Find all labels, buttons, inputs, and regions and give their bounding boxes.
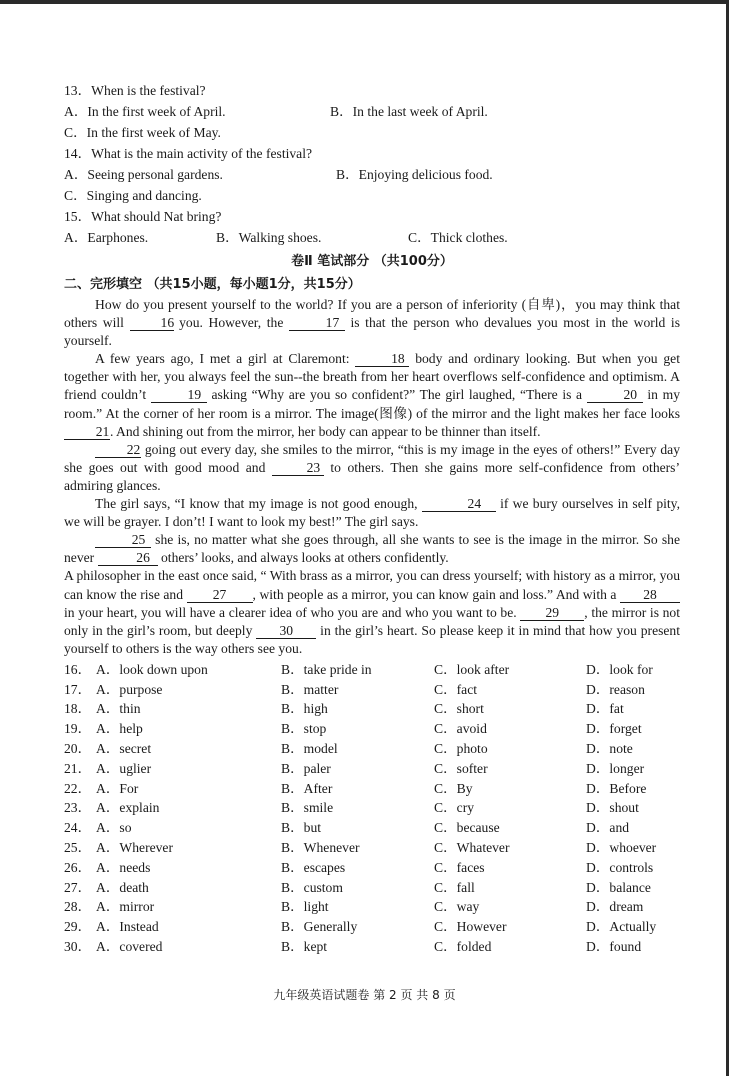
- answer-options-table: [64, 660, 680, 957]
- question-number: 27．: [64, 879, 92, 895]
- option-13-a: A．In the first week of April.: [64, 104, 226, 119]
- answer-row: [64, 897, 680, 917]
- option-a: A．explain: [96, 800, 160, 816]
- blank-18: 18: [355, 351, 409, 367]
- answer-row: [64, 878, 680, 898]
- answer-row: [64, 739, 680, 759]
- option-a: A．For: [96, 780, 139, 796]
- option-a: A．uglier: [96, 760, 152, 776]
- blank-28: 28: [620, 587, 680, 603]
- option-b: B．Generally: [281, 919, 358, 935]
- option-c: C．fall: [434, 879, 475, 895]
- exam-page: [64, 80, 680, 957]
- option-13-c: C．In the first week of May.: [64, 125, 221, 140]
- paragraph-3: 22 going out every day, she smiles to the mirror, “this is my image in the eyes of others!” Every day she goes out with good mood and 23 to others. Then she gains more self-confidence from others’ admiring glances.: [64, 441, 680, 493]
- answer-row: [64, 660, 680, 680]
- paragraph-5: 25 she is, no matter what she goes through, all she wants to see is the image in the mirror. So she never 26 others’ looks, and always looks at others confidently.: [64, 532, 680, 566]
- blank-27: 27: [187, 587, 253, 603]
- option-a: A．needs: [96, 859, 151, 875]
- blank-16: 16: [130, 315, 174, 331]
- option-d: D．shout: [586, 800, 639, 816]
- option-b: B．model: [281, 741, 338, 757]
- option-15-c: C．Thick clothes.: [408, 230, 508, 245]
- option-a: A．Wherever: [96, 840, 173, 856]
- question-number: 25．: [64, 840, 92, 856]
- answer-row: [64, 759, 680, 779]
- option-a: A．purpose: [96, 681, 163, 697]
- option-d: D．look for: [586, 661, 653, 677]
- question-number: 29．: [64, 919, 92, 935]
- question-number: 30．: [64, 939, 92, 955]
- option-d: D．Actually: [586, 919, 657, 935]
- option-b: B．kept: [281, 939, 328, 955]
- blank-29: 29: [520, 605, 584, 621]
- blank-24: 24: [422, 496, 496, 512]
- option-c: C．By: [434, 780, 473, 796]
- question-number: 21．: [64, 760, 92, 776]
- option-d: D．Before: [586, 780, 647, 796]
- option-b: B．After: [281, 780, 333, 796]
- option-b: B．high: [281, 701, 328, 717]
- option-d: D．balance: [586, 879, 651, 895]
- option-d: D．forget: [586, 721, 642, 737]
- question-number: 16．: [64, 661, 92, 677]
- option-d: D．longer: [586, 760, 645, 776]
- cloze-passage: [64, 296, 680, 658]
- option-d: D．reason: [586, 681, 645, 697]
- question-number: 23．: [64, 800, 92, 816]
- option-a: A．help: [96, 721, 143, 737]
- option-c: C．because: [434, 820, 500, 836]
- question-14-options-row2: [64, 185, 680, 206]
- question-number: 26．: [64, 859, 92, 875]
- answer-row: [64, 917, 680, 937]
- option-d: D．whoever: [586, 840, 657, 856]
- answer-row: [64, 937, 680, 957]
- option-d: D．dream: [586, 899, 644, 915]
- option-a: A．covered: [96, 939, 163, 955]
- blank-19: 19: [151, 387, 207, 403]
- option-c: C．However: [434, 919, 507, 935]
- answer-row: [64, 838, 680, 858]
- option-a: A．mirror: [96, 899, 155, 915]
- option-15-a: A．Earphones.: [64, 230, 149, 245]
- question-number: 24．: [64, 820, 92, 836]
- blank-22: 22: [95, 442, 141, 458]
- answer-row: [64, 719, 680, 739]
- option-14-a: A．Seeing personal gardens.: [64, 167, 223, 182]
- option-14-c: C．Singing and dancing.: [64, 188, 202, 203]
- question-13-options-row1: [64, 101, 680, 122]
- option-a: A．death: [96, 879, 149, 895]
- option-d: D．fat: [586, 701, 624, 717]
- option-b: B．escapes: [281, 859, 346, 875]
- question-number: 19．: [64, 721, 92, 737]
- question-number: 18．: [64, 701, 92, 717]
- option-c: C．fact: [434, 681, 478, 697]
- option-c: C．folded: [434, 939, 492, 955]
- question-15: [64, 206, 680, 227]
- blank-17: 17: [289, 315, 345, 331]
- option-b: B．light: [281, 899, 329, 915]
- blank-20: 20: [587, 387, 643, 403]
- question-number: 28．: [64, 899, 92, 915]
- option-c: C．softer: [434, 760, 488, 776]
- option-c: C．Whatever: [434, 840, 510, 856]
- answer-row: [64, 798, 680, 818]
- question-number: 17．: [64, 681, 92, 697]
- answer-row: [64, 858, 680, 878]
- option-d: D．note: [586, 741, 633, 757]
- option-15-b: B．Walking shoes.: [216, 230, 322, 245]
- question-15-options: [64, 227, 680, 248]
- option-b: B．custom: [281, 879, 343, 895]
- option-c: C．look after: [434, 661, 510, 677]
- option-a: A．look down upon: [96, 661, 208, 677]
- option-b: B．paler: [281, 760, 331, 776]
- paragraph-6: A philosopher in the east once said, “ With brass as a mirror, you can dress yourself; with history as a mirror, you can know the rise and 27 , with people as a mirror, you can know gain and loss.” And with a 28 in your heart, you will have a clearer idea of who you are and who you want to be. 29 , the mirror is not only in the girl’s room, but deeply 30 in the girl’s heart. So please keep it in mind that how you present yourself to others is the way others see you.: [64, 568, 680, 656]
- question-number: 20．: [64, 741, 92, 757]
- question-14: [64, 143, 680, 164]
- option-c: C．faces: [434, 859, 485, 875]
- question-14-options-row1: [64, 164, 680, 185]
- option-a: A．thin: [96, 701, 141, 717]
- answer-row: [64, 699, 680, 719]
- blank-30: 30: [256, 623, 316, 639]
- part-title: 二、完形填空 （共15小题，每小题1分，共15分）: [64, 277, 361, 292]
- option-b: B．stop: [281, 721, 327, 737]
- option-14-b: B．Enjoying delicious food.: [336, 167, 493, 182]
- option-b: B．matter: [281, 681, 339, 697]
- paragraph-1: How do you present yourself to the world? If you are a person of inferiority (自卑)，you may think that others will 16 you. However, the 17 is that the person who devalues you most in the world is yourself.: [64, 297, 681, 349]
- section-title: 卷Ⅱ 笔试部分 （共100分）: [291, 254, 453, 269]
- paragraph-4: The girl says, “I know that my image is not good enough, 24 if we bury ourselves in self pity, we will be grayer. I don’t! I want to look my best!” The girl says.: [64, 496, 680, 530]
- question-13-options-row2: [64, 122, 680, 143]
- option-13-b: B．In the last week of April.: [330, 104, 488, 119]
- blank-21: 21: [64, 424, 110, 440]
- page-footer: 九年级英语试题卷 第 2 页 共 8 页: [273, 988, 456, 1002]
- option-c: C．photo: [434, 741, 488, 757]
- option-b: B．Whenever: [281, 840, 360, 856]
- question-13: [64, 80, 680, 101]
- option-c: C．cry: [434, 800, 475, 816]
- option-a: A．secret: [96, 741, 152, 757]
- option-c: C．short: [434, 701, 484, 717]
- question-number: 22．: [64, 780, 92, 796]
- question-13-text: 13．When is the festival?: [64, 83, 206, 98]
- option-c: C．avoid: [434, 721, 487, 737]
- blank-26: 26: [98, 550, 158, 566]
- option-b: B．but: [281, 820, 322, 836]
- answer-row: [64, 818, 680, 838]
- scan-border-top: [0, 0, 729, 4]
- option-a: A．Instead: [96, 919, 159, 935]
- answer-row: [64, 779, 680, 799]
- option-b: B．take pride in: [281, 661, 372, 677]
- blank-25: 25: [95, 532, 151, 548]
- answer-row: [64, 680, 680, 700]
- option-d: D．controls: [586, 859, 654, 875]
- question-14-text: 14．What is the main activity of the festival?: [64, 146, 313, 161]
- option-b: B．smile: [281, 800, 334, 816]
- option-a: A．so: [96, 820, 132, 836]
- paragraph-2: A few years ago, I met a girl at Claremont: 18 body and ordinary looking. But when you get together with her, you always feel the sun--the breath from her heart overflows self-confidence and optimism. A friend couldn’t 19 asking “Why are you so confident?” The girl laughed, “There is a 20 in my room.” At the corner of her room is a mirror. The image(图像) of the mirror and the light makes her face looks 21. And shining out from the mirror, her body can appear to be thinner than itself.: [64, 351, 680, 439]
- option-c: C．way: [434, 899, 480, 915]
- question-15-text: 15．What should Nat bring?: [64, 209, 222, 224]
- blank-23: 23: [272, 460, 324, 476]
- option-d: D．found: [586, 939, 642, 955]
- option-d: D．and: [586, 820, 630, 836]
